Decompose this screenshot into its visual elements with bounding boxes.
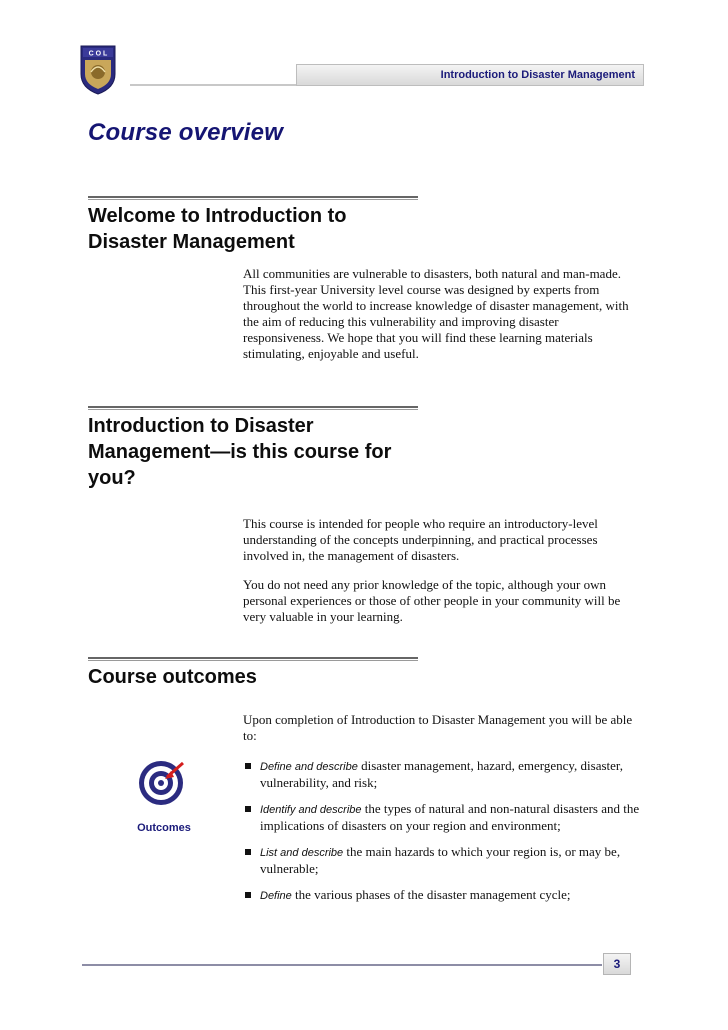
list-item <box>243 801 643 834</box>
bullet-emphasis: Define <box>260 890 292 902</box>
logo-text: C O L <box>88 50 108 58</box>
section-rule <box>88 657 418 661</box>
bullet-square-icon <box>245 849 251 855</box>
page-number: 3 <box>603 953 631 975</box>
audience-paragraph-2: You do not need any prior knowledge of the topic, although your own personal experiences or those of other people in your community will be very valuable in your learning. <box>243 577 621 624</box>
bullet-square-icon <box>245 806 251 812</box>
audience-paragraph-1: This course is intended for people who require an introductory-level understanding of the concepts underpinning, and practical processes involved in, the management of disasters. <box>243 516 598 563</box>
bullet-emphasis: List and describe <box>260 847 344 859</box>
header-rule <box>130 64 296 86</box>
bullet-text: the main hazards to which your region is, or may be, vulnerable; <box>260 844 621 876</box>
bullet-text: disaster management, hazard, emergency, disaster, vulnerability, and risk; <box>260 758 623 790</box>
bullet-square-icon <box>245 763 251 769</box>
section-rule <box>88 406 418 410</box>
footer-rule <box>82 964 602 966</box>
bullet-text: the various phases of the disaster management cycle; <box>291 887 571 902</box>
bullet-emphasis: Define and describe <box>260 761 358 773</box>
section-rule <box>88 196 418 200</box>
list-item <box>243 758 643 791</box>
section-heading-welcome: Welcome to Introduction to Disaster Management <box>88 205 347 253</box>
header-banner <box>296 64 644 86</box>
outcomes-list <box>243 758 643 914</box>
page-title: Course overview <box>88 119 284 146</box>
section-heading-audience: Introduction to Disaster Management—is this course for you? <box>88 415 392 489</box>
target-icon <box>137 755 189 807</box>
bullet-square-icon <box>245 892 251 898</box>
bullet-text: the types of natural and non-natural disasters and the implications of disasters on your region and environment; <box>260 801 640 833</box>
welcome-paragraph: All communities are vulnerable to disasters, both natural and man-made. This first-year University level course was designed by experts from throughout the world to increase knowledge of disaster management, with the aim of reducing this vulnerability and improving disaster responsiveness. We hope that you will find these learning materials stimulating, enjoyable and useful. <box>243 266 629 361</box>
header-title: Introduction to Disaster Management <box>440 69 635 81</box>
bullet-emphasis: Identify and describe <box>260 804 362 816</box>
outcomes-intro: Upon completion of Introduction to Disaster Management you will be able to: <box>243 712 633 743</box>
col-logo <box>79 44 117 96</box>
list-item <box>243 844 643 877</box>
list-item <box>243 887 643 904</box>
outcomes-label: Outcomes <box>137 822 191 834</box>
section-heading-outcomes: Course outcomes <box>88 666 257 688</box>
